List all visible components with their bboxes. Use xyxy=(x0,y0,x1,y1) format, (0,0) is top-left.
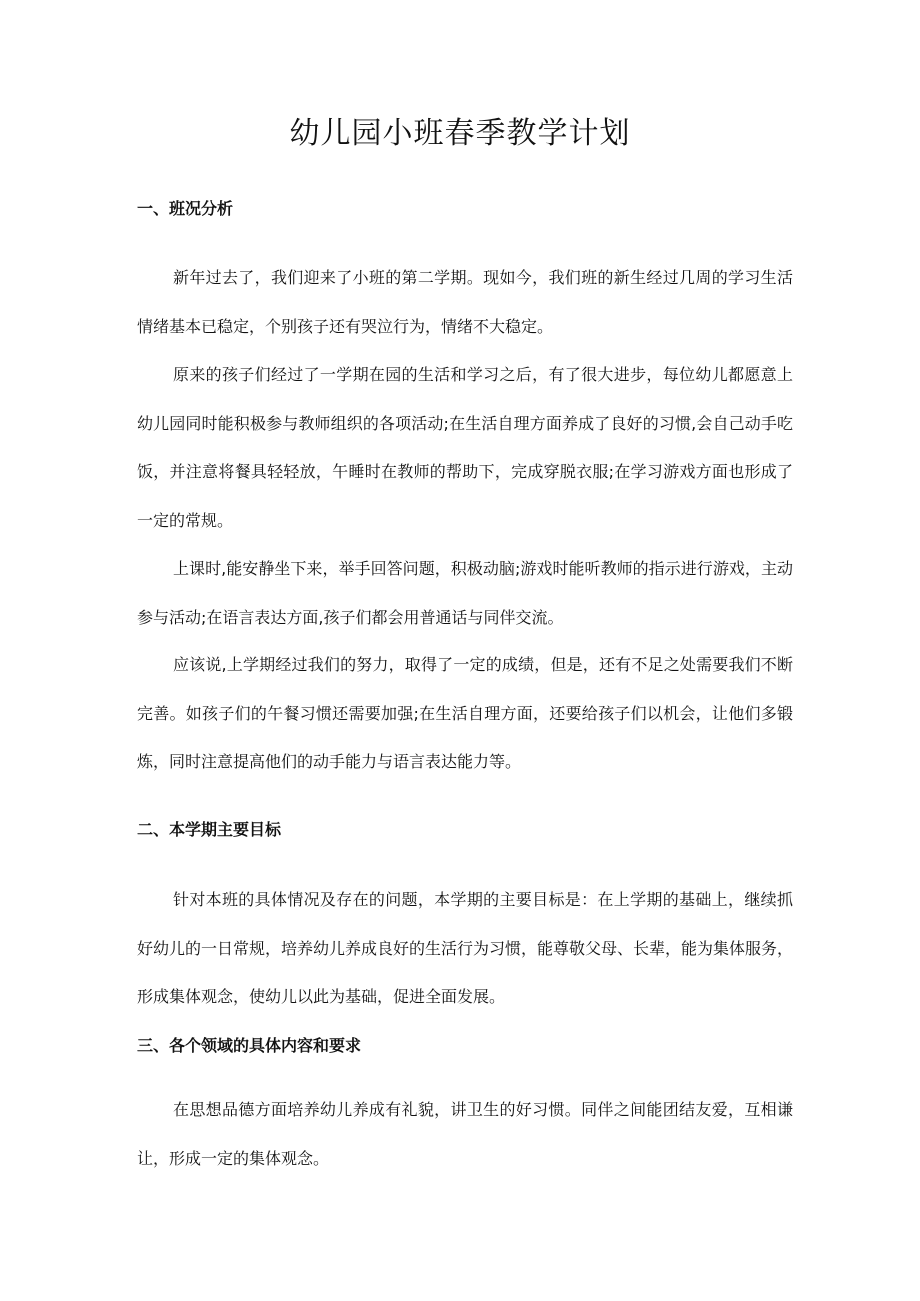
paragraph: 原来的孩子们经过了一学期在园的生活和学习之后，有了很大进步，每位幼儿都愿意上幼儿园同时能积极参与教师组织的各项活动;在生活自理方面养成了良好的习惯,会自己动手吃饭，并注意将餐具轻轻放，午睡时在教师的帮助下，完成穿脱衣服;在学习游戏方面也形成了一定的常规。 xyxy=(137,365,793,530)
paragraph: 新年过去了，我们迎来了小班的第二学期。现如今，我们班的新生经过几周的学习生活情绪基本已稳定，个别孩子还有哭泣行为，情绪不大稳定。 xyxy=(137,268,793,336)
section-heading-domain-content: 三、各个领域的具体内容和要求 xyxy=(137,1036,362,1055)
paragraph: 在思想品德方面培养幼儿养成有礼貌，讲卫生的好习惯。同伴之间能团结友爱，互相谦让，形成一定的集体观念。 xyxy=(137,1100,793,1168)
section-heading-main-goals: 二、本学期主要目标 xyxy=(137,820,282,839)
paragraph: 应该说,上学期经过我们的努力，取得了一定的成绩，但是，还有不足之处需要我们不断完善。如孩子们的午餐习惯还需要加强;在生活自理方面，还要给孩子们以机会，让他们多锻炼，同时注意提高他们的动手能力与语言表达能力等。 xyxy=(137,655,793,771)
document-title: 幼儿园小班春季教学计划 xyxy=(289,116,631,151)
section-heading-class-analysis: 一、班况分析 xyxy=(137,199,234,218)
paragraph: 针对本班的具体情况及存在的问题，本学期的主要目标是：在上学期的基础上，继续抓好幼儿的一日常规，培养幼儿养成良好的生活行为习惯，能尊敬父母、长辈，能为集体服务，形成集体观念，使幼儿以此为基础，促进全面发展。 xyxy=(137,890,794,1006)
paragraph: 上课时,能安静坐下来，举手回答问题，积极动脑;游戏时能听教师的指示进行游戏，主动参与活动;在语言表达方面,孩子们都会用普通话与同伴交流。 xyxy=(137,559,793,627)
